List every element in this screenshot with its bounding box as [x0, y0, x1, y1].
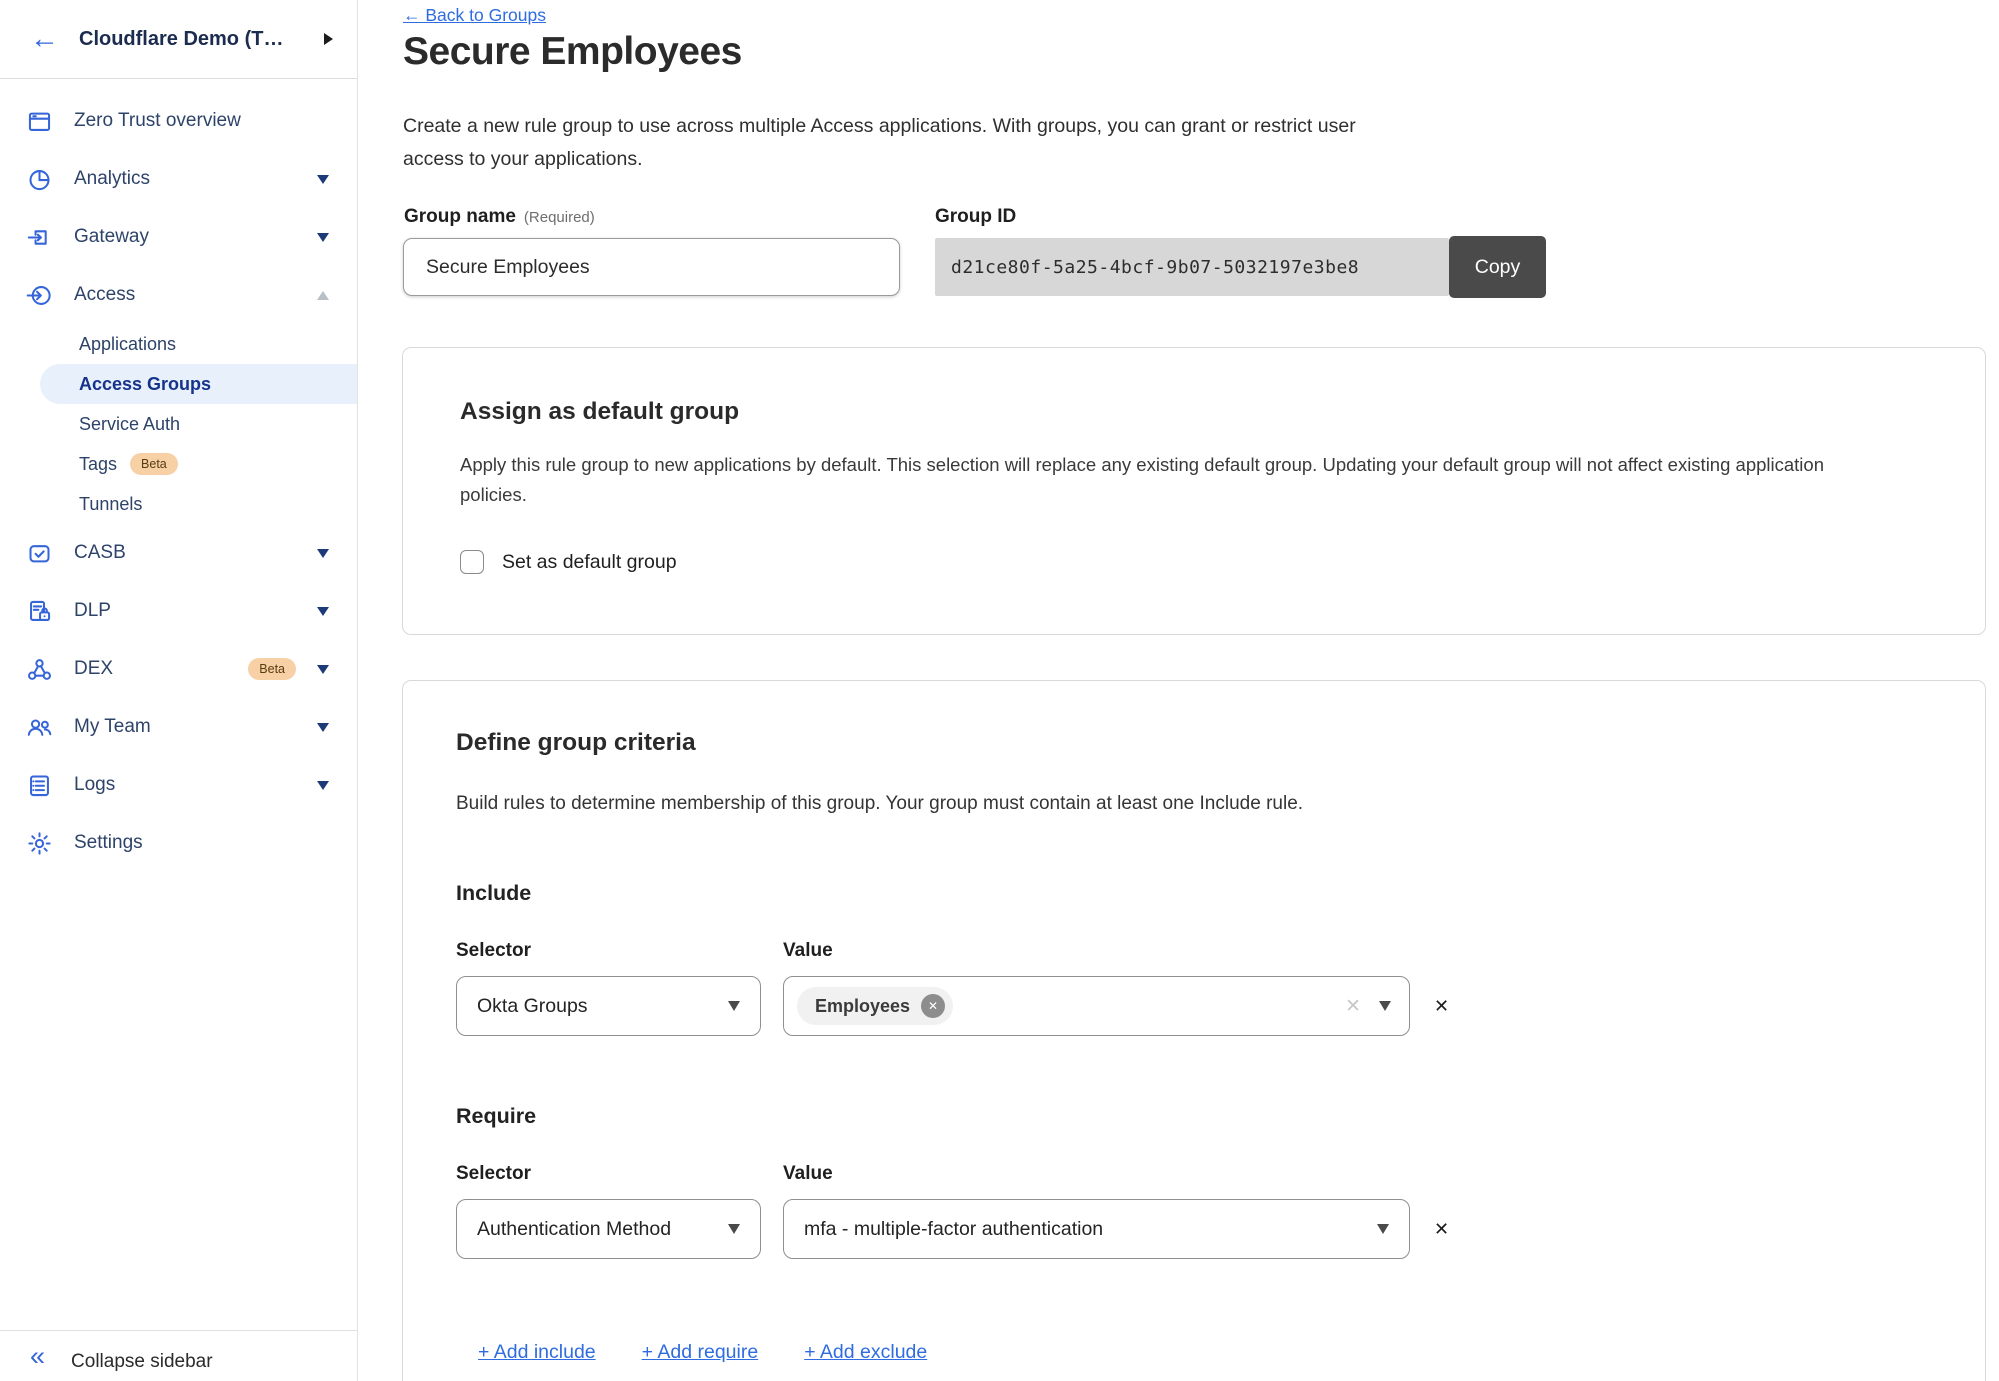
set-default-group-checkbox[interactable]	[460, 550, 484, 574]
assign-default-group-card	[402, 347, 1986, 635]
selected-option: mfa - multiple-factor authentication	[804, 1217, 1104, 1240]
gear-icon	[26, 830, 53, 857]
selector-label: Selector	[456, 940, 531, 961]
collapse-icon: «	[30, 1340, 46, 1371]
chevron-down-icon	[1377, 1224, 1389, 1234]
checkbox-label: Set as default group	[502, 550, 677, 573]
account-title: Cloudflare Demo (T…	[79, 27, 284, 50]
chevron-down-icon[interactable]	[317, 233, 329, 242]
login-icon	[26, 282, 53, 309]
shield-check-icon	[26, 540, 53, 567]
chevron-up-icon[interactable]	[317, 291, 329, 300]
main-content	[403, 0, 1987, 1381]
add-exclude-link[interactable]: + Add exclude	[804, 1341, 928, 1363]
group-name-input[interactable]	[403, 238, 900, 296]
require-rule-row	[456, 1199, 1932, 1259]
value-label: Value	[783, 940, 833, 961]
sidebar-item-applications[interactable]	[0, 324, 357, 364]
add-include-link[interactable]: + Add include	[478, 1341, 596, 1363]
group-name-label-text: Group name	[404, 206, 516, 227]
required-hint: (Required)	[523, 209, 595, 226]
sidebar-subitem-label: Service Auth	[79, 413, 181, 434]
sidebar-item-access[interactable]	[0, 266, 357, 324]
sidebar-nav	[0, 92, 357, 872]
sidebar-item-logs[interactable]	[0, 756, 357, 814]
sidebar-item-label: Settings	[74, 832, 143, 853]
group-id-label: Group ID	[935, 206, 1017, 227]
include-selector-select[interactable]	[456, 976, 761, 1036]
include-heading: Include	[456, 881, 532, 905]
sidebar-item-tags[interactable]	[0, 444, 357, 484]
logs-icon	[26, 772, 53, 799]
chip-remove-icon[interactable]: ✕	[921, 994, 945, 1018]
require-labels-row	[456, 1163, 1932, 1185]
card-heading: Define group criteria	[456, 729, 696, 756]
sidebar-item-analytics[interactable]	[0, 150, 357, 208]
remove-require-rule-icon[interactable]: ✕	[1434, 1218, 1450, 1239]
require-selector-select[interactable]	[456, 1199, 761, 1259]
copy-button[interactable]: Copy	[1449, 236, 1546, 298]
sidebar-item-dex[interactable]	[0, 640, 357, 698]
sidebar-item-gateway[interactable]	[0, 208, 357, 266]
sidebar-subitem-label: Tunnels	[79, 493, 143, 514]
card-body-text: Build rules to determine membership of this group. Your group must contain at least one Include rule.	[456, 793, 1304, 814]
chevron-down-icon[interactable]	[317, 549, 329, 558]
back-arrow-icon[interactable]: ←	[30, 22, 59, 55]
define-group-criteria-card	[402, 680, 1986, 1381]
beta-badge: Beta	[248, 658, 296, 680]
chevron-down-icon[interactable]	[317, 175, 329, 184]
sidebar-item-casb[interactable]	[0, 524, 357, 582]
sidebar	[0, 0, 358, 1381]
sidebar-item-my-team[interactable]	[0, 698, 357, 756]
selector-label: Selector	[456, 1163, 531, 1184]
sidebar-item-tunnels[interactable]	[0, 484, 357, 524]
window-icon	[26, 108, 53, 135]
page-title: Secure Employees	[403, 30, 742, 73]
sidebar-item-label: Access	[74, 284, 136, 305]
chip-label: Employees	[815, 995, 911, 1016]
add-require-link[interactable]: + Add require	[641, 1341, 759, 1363]
collapse-sidebar-button[interactable]	[0, 1330, 357, 1381]
sidebar-item-label: Logs	[74, 774, 116, 795]
chevron-down-icon	[728, 1224, 740, 1234]
sidebar-subitem-label: Tags	[79, 453, 118, 474]
sidebar-item-label: My Team	[74, 716, 151, 737]
set-default-group-row[interactable]	[460, 550, 1928, 574]
sidebar-item-access-groups[interactable]	[40, 364, 357, 404]
page-description: Create a new rule group to use across multiple Access applications. With groups, you can grant or restrict user access to your applications.	[403, 115, 1356, 170]
beta-badge: Beta	[130, 453, 178, 475]
selected-option: Authentication Method	[477, 1217, 672, 1240]
card-heading: Assign as default group	[460, 398, 740, 425]
chevron-right-icon[interactable]	[324, 33, 333, 45]
value-label: Value	[783, 1163, 833, 1184]
sidebar-item-label: DEX	[74, 658, 114, 679]
sidebar-item-label: Gateway	[74, 226, 149, 247]
sidebar-subitem-label: Applications	[79, 333, 177, 354]
group-id-row	[935, 236, 1546, 298]
group-id-value: d21ce80f-5a25-4bcf-9b07-5032197e3be8	[935, 238, 1449, 296]
chevron-down-icon[interactable]	[317, 607, 329, 616]
sidebar-item-label: CASB	[74, 542, 126, 563]
card-body-text: Apply this rule group to new applications by default. This selection will replace any existing default group. Updating your default group will not affect existing application policies.	[460, 454, 1824, 505]
require-heading: Require	[456, 1104, 537, 1128]
back-to-groups-link[interactable]: ← Back to Groups	[403, 5, 546, 25]
network-nodes-icon	[26, 656, 53, 683]
rule-actions-row	[456, 1341, 1932, 1364]
collapse-label: Collapse sidebar	[71, 1351, 213, 1372]
group-name-label	[404, 206, 595, 228]
chevron-down-icon[interactable]	[317, 781, 329, 790]
chevron-down-icon[interactable]	[317, 723, 329, 732]
chevron-down-icon	[1379, 1001, 1391, 1011]
sidebar-item-label: Zero Trust overview	[74, 110, 241, 131]
require-value-select[interactable]	[783, 1199, 1410, 1259]
include-value-multiselect[interactable]	[783, 976, 1410, 1036]
include-rule-row	[456, 976, 1932, 1036]
document-lock-icon	[26, 598, 53, 625]
selected-option: Okta Groups	[477, 994, 588, 1017]
pie-chart-icon	[26, 166, 53, 193]
sidebar-item-settings[interactable]	[0, 814, 357, 872]
value-chip	[797, 987, 953, 1025]
chevron-down-icon[interactable]	[317, 665, 329, 674]
sidebar-item-dlp[interactable]	[0, 582, 357, 640]
remove-include-rule-icon[interactable]: ✕	[1434, 995, 1450, 1016]
gateway-icon	[26, 224, 53, 251]
sidebar-item-label: Analytics	[74, 168, 151, 189]
team-icon	[26, 714, 53, 741]
sidebar-header	[0, 0, 357, 79]
clear-values-icon[interactable]: ✕	[1345, 995, 1361, 1017]
sidebar-item-label: DLP	[74, 600, 111, 621]
sidebar-subitem-label: Access Groups	[79, 373, 212, 394]
include-labels-row	[456, 940, 1932, 962]
sidebar-item-service-auth[interactable]	[0, 404, 357, 444]
chevron-down-icon	[728, 1001, 740, 1011]
sidebar-item-zero-trust-overview[interactable]	[0, 92, 357, 150]
